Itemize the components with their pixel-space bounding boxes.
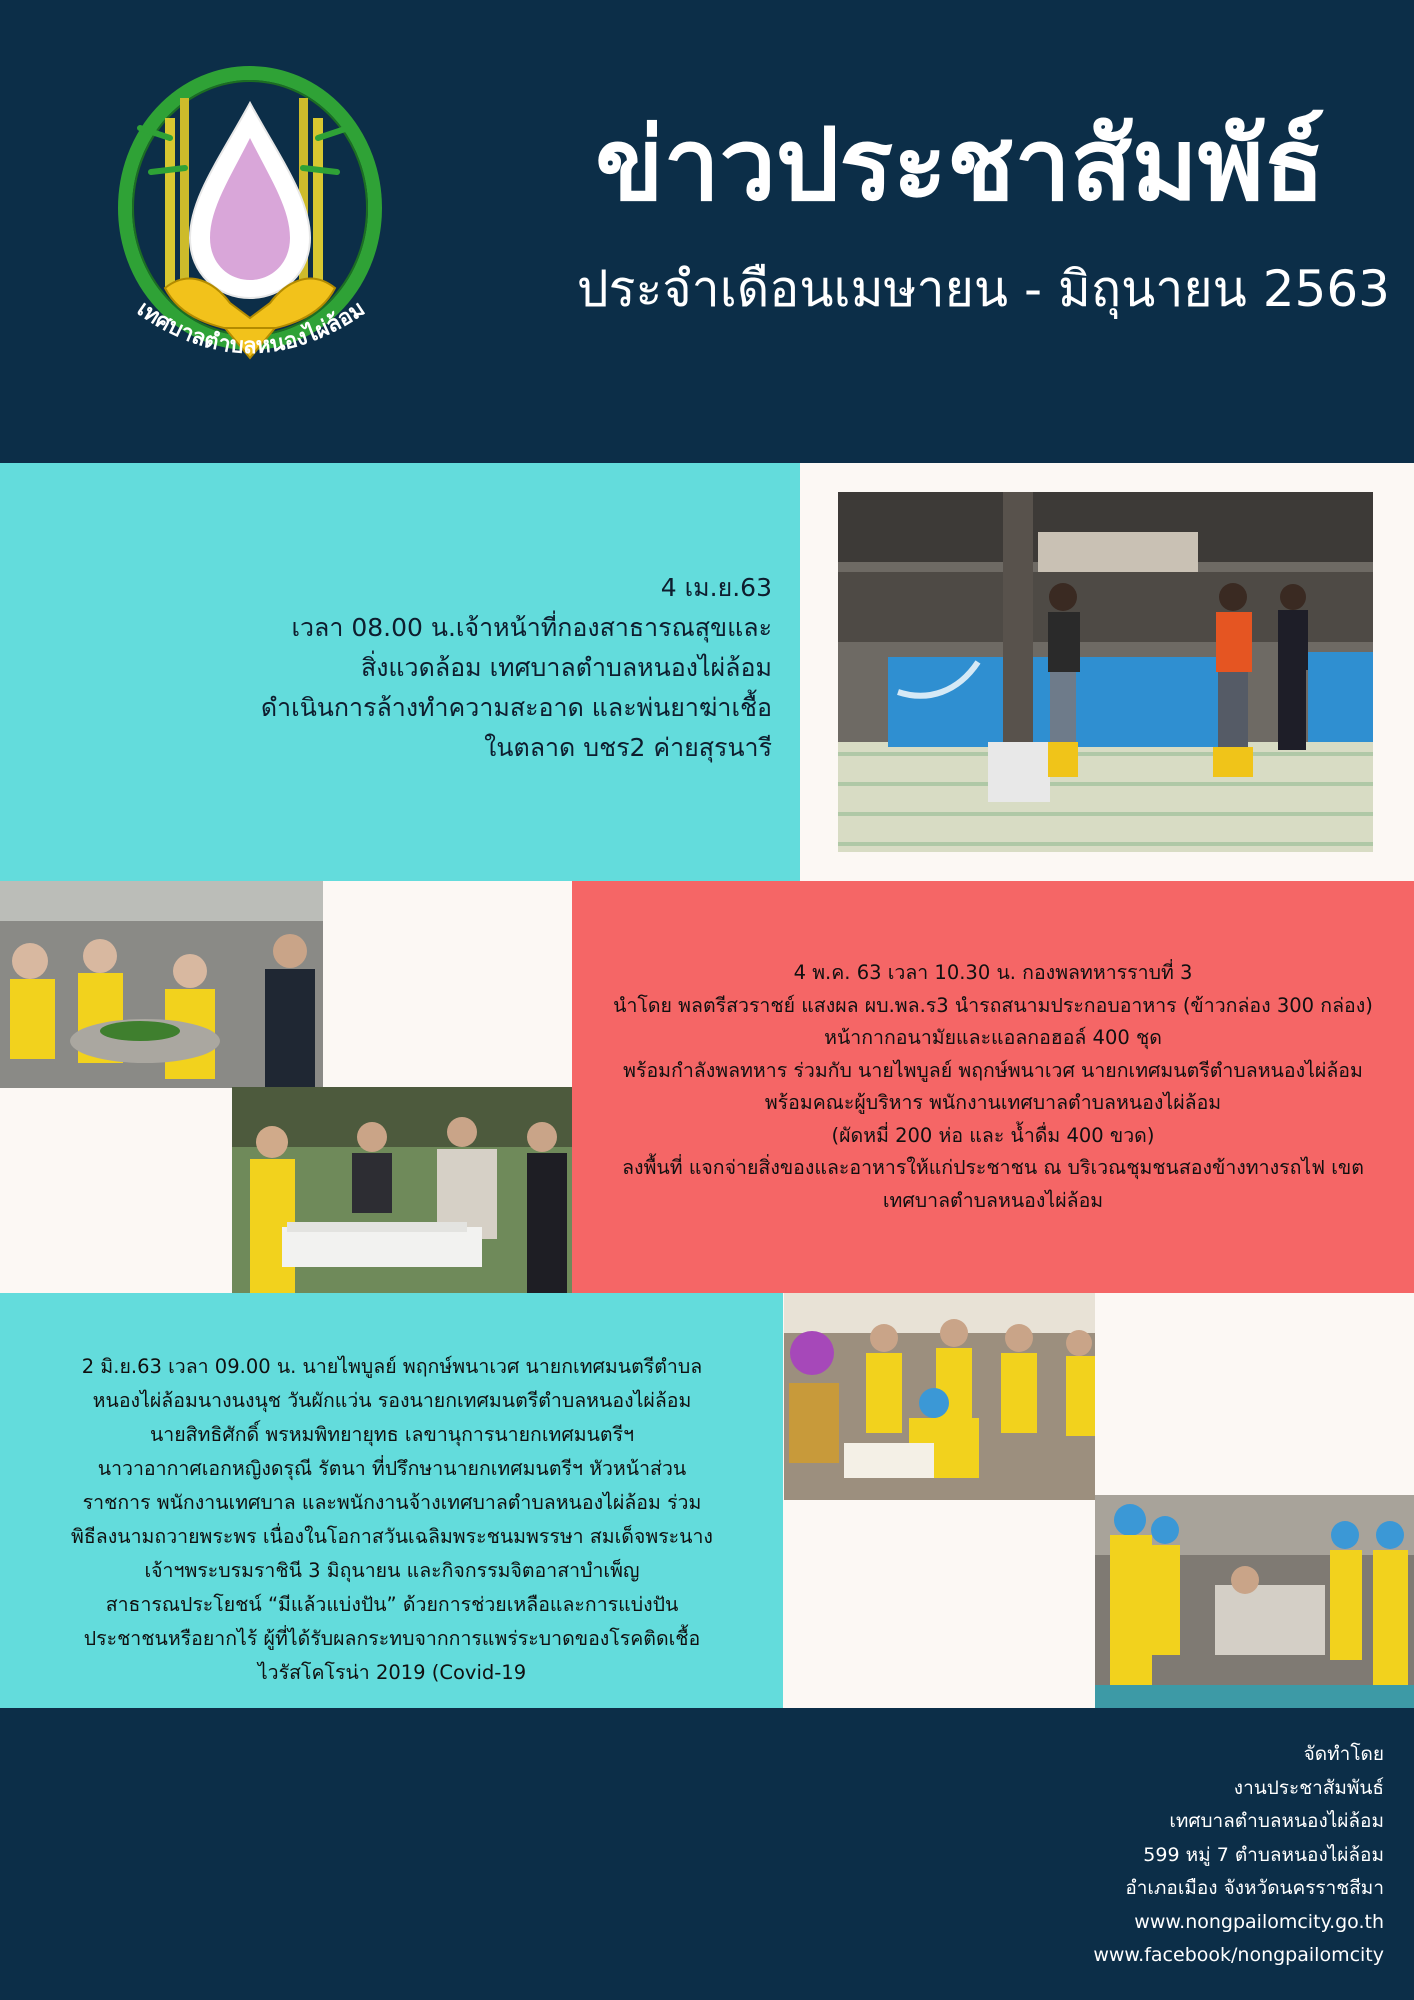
cooking-photo xyxy=(0,881,323,1088)
footer-line: เทศบาลตำบลหนองไผ่ล้อม xyxy=(1169,1810,1384,1832)
section1-line: สิ่งแวดล้อม เทศบาลตำบลหนองไผ่ล้อม xyxy=(360,653,772,682)
section1-line: 4 เม.ย.63 xyxy=(660,573,772,602)
section2-line: ลงพื้นที่ แจกจ่ายสิ่งของและอาหารให้แก่ประชาชน ณ บริเวณชุมชนสองข้างทางรถไฟ เขต xyxy=(622,1156,1364,1179)
section3-line: ราชการ พนักงานเทศบาล และพนักงานจ้างเทศบาลตำบลหนองไผ่ล้อม ร่วม xyxy=(82,1491,702,1514)
signing-ceremony-photo xyxy=(784,1293,1095,1500)
section2-line: นำโดย พลตรีสวราชย์ แสงผล ผบ.พล.ร3 นำรถสนามประกอบอาหาร (ข้าวกล่อง 300 กล่อง) xyxy=(613,993,1373,1017)
section3-line: นาวาอากาศเอกหญิงดรุณี รัตนา ที่ปรึกษานายกเทศมนตรีฯ หัวหน้าส่วน xyxy=(97,1457,687,1480)
volunteer-visit-photo xyxy=(1095,1495,1414,1708)
section3-line: ประชาชนหรือยากไร้ ผู้ที่ได้รับผลกระทบจากการแพร่ระบาดของโรคติดเชื้อ xyxy=(83,1627,701,1650)
section1-line: ดำเนินการล้างทำความสะอาด และพ่นยาฆ่าเชื้อ xyxy=(260,693,772,722)
website-link[interactable]: www.nongpailomcity.go.th xyxy=(1134,1910,1384,1933)
page-title: ข่าวประชาสัมพัธ์ xyxy=(595,106,1325,223)
footer-line: 599 หมู่ 7 ตำบลหนองไผ่ล้อม xyxy=(1143,1843,1384,1866)
section3-line: นายสิทธิศักดิ์ พรหมพิทยายุทธ เลขานุการนายกเทศมนตรีฯ xyxy=(149,1423,635,1446)
footer-line: งานประชาสัมพันธ์ xyxy=(1233,1776,1384,1799)
section2-line: เทศบาลตำบลหนองไผ่ล้อม xyxy=(882,1188,1104,1212)
section1-line: ในตลาด บชร2 ค่ายสุรนารี xyxy=(484,733,772,762)
section2-text xyxy=(578,957,1408,1217)
section2-line: พร้อมคณะผู้บริหาร พนักงานเทศบาลตำบลหนองไผ่ล้อม xyxy=(764,1091,1222,1114)
section2-line: 4 พ.ค. 63 เวลา 10.30 น. กองพลทหารราบที่ 3 xyxy=(793,961,1193,984)
food-distribution-photo xyxy=(232,1087,572,1293)
market-cleaning-photo xyxy=(838,492,1373,852)
section3-line: เจ้าฯพระบรมราชินี 3 มิถุนายน และกิจกรรมจิตอาสาบำเพ็ญ xyxy=(144,1559,640,1582)
footer-line: จัดทำโดย xyxy=(1303,1743,1384,1765)
section3-line: หนองไผ่ล้อมนางนงนุช วันผักแว่น รองนายกเทศมนตรีตำบลหนองไผ่ล้อม xyxy=(92,1389,692,1412)
footer-line: อำเภอเมือง จังหวัดนครราชสีมา xyxy=(1125,1877,1384,1899)
section2-line: (ผัดหมี่ 200 ห่อ และ น้ำดื่ม 400 ขวด) xyxy=(831,1123,1155,1147)
section1-text xyxy=(150,568,772,768)
section3-line: พิธีลงนามถวายพระพร เนื่องในโอกาสวันเฉลิมพระชนมพรรษา สมเด็จพระนาง xyxy=(71,1525,713,1548)
section2-line: หน้ากากอนามัยและแอลกอฮอล์ 400 ชุด xyxy=(824,1026,1162,1049)
section2-line: พร้อมกำลังพลทหาร ร่วมกับ นายไพบูลย์ พฤกษ์พนาเวศ นายกเทศมนตรีตำบลหนองไผ่ล้อม xyxy=(623,1058,1363,1082)
section3-line: สาธารณประโยชน์ “มีแล้วแบ่งปัน” ด้วยการช่วยเหลือและการแบ่งปัน xyxy=(105,1593,679,1616)
section3-line: ไวรัสโคโรน่า 2019 (Covid-19 xyxy=(257,1661,527,1684)
logo-caption: เทศบาลตำบลหนองไผ่ล้อม xyxy=(132,296,370,360)
municipality-logo xyxy=(110,58,390,398)
section3-line: 2 มิ.ย.63 เวลา 09.00 น. นายไพบูลย์ พฤกษ์พนาเวศ นายกเทศมนตรีตำบล xyxy=(81,1355,703,1378)
section1-line: เวลา 08.00 น.เจ้าหน้าที่กองสาธารณสุขและ xyxy=(291,613,772,642)
page-subtitle: ประจำเดือนเมษายน - มิถุนายน 2563 xyxy=(576,260,1390,318)
footer-credits xyxy=(900,1738,1384,1973)
facebook-link[interactable]: www.facebook/nongpailomcity xyxy=(1093,1944,1384,1966)
section3-text xyxy=(8,1350,776,1690)
